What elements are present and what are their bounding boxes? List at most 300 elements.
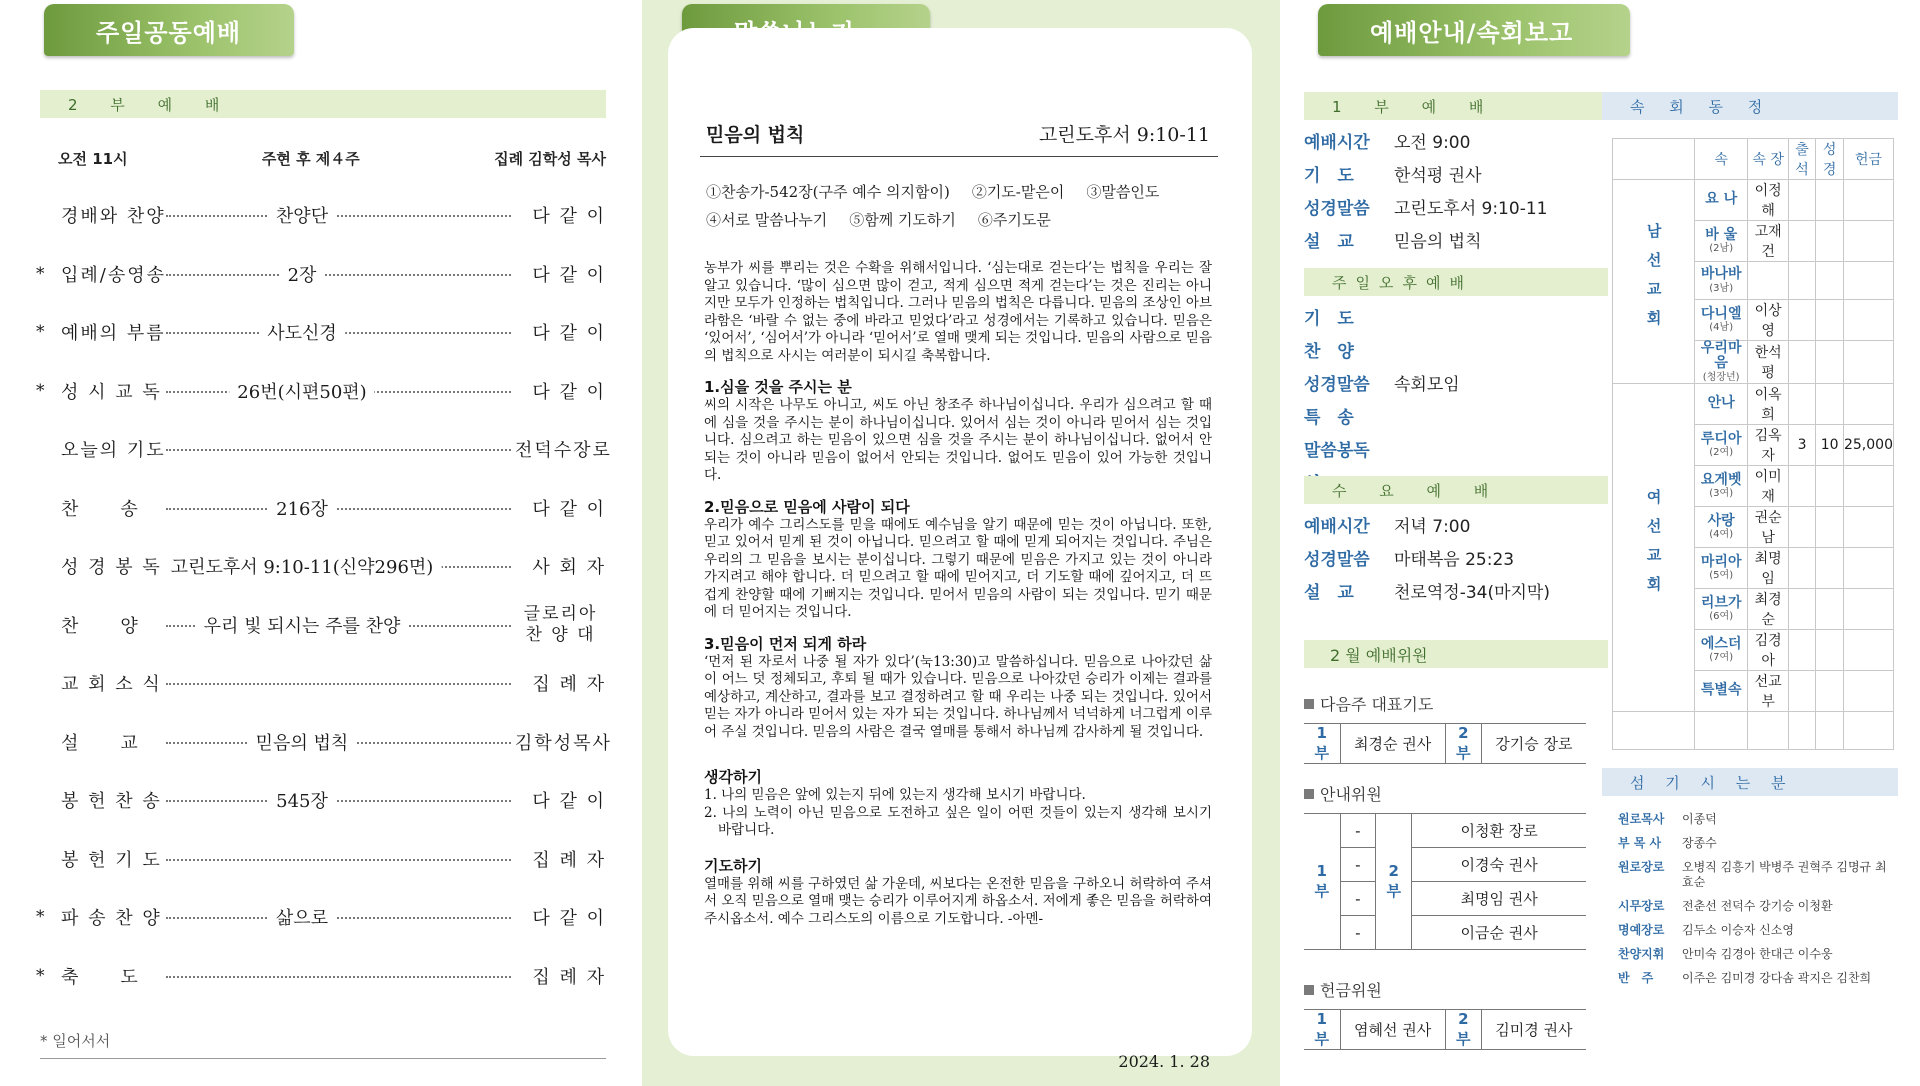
- square-bullet-icon: [1304, 789, 1314, 799]
- standing-mark: *: [36, 907, 45, 928]
- group-subtitle: (5여): [1709, 569, 1734, 581]
- order-item-name: 교 회 소 식: [61, 674, 162, 696]
- cell: 1부: [1304, 1010, 1340, 1050]
- stat-cell: [1816, 465, 1844, 506]
- info-row: [1304, 366, 1608, 399]
- group-title: 루디아: [1700, 430, 1742, 447]
- cell: -: [1340, 814, 1376, 848]
- offering-table: [1304, 1009, 1586, 1050]
- intro-paragraph: 농부가 씨를 뿌리는 것은 수확을 위해서입니다. ‘심는대로 걷는다’는 법칙을 우리는 잘 알고 있습니다. ‘많이 심으면 많이 걷고, 적게 심으면 적게 걷는다’는 것은 진리는 아니지만 모두가 인정하는 법칙입니다. 그러나 믿음의 법칙은 다릅니다. 믿음의 조상인 아브라함은 ‘바랄 수 없는 중에 바라고 믿었다’라고 성경에서는 기록하고 있습니다. 믿음은 ‘있어서’, ‘심어서’가 아니라 ‘믿어서’로 열매 맺게 되는 것입니다. 믿음의 사람으로 믿음의 법칙으로 사시는 여러분이 되시길 축복합니다.: [704, 260, 1212, 364]
- dot-leader: [166, 976, 511, 978]
- person-line: 글로리아: [523, 603, 598, 624]
- cell: 최명임 권사: [1412, 882, 1586, 916]
- servant-names: 이종덕: [1682, 812, 1717, 826]
- order-item-person: 집 례 자: [511, 670, 606, 696]
- worship-order-column: [0, 0, 640, 1086]
- group-title: 에스더: [1700, 635, 1742, 652]
- group-title: 요게벳: [1700, 471, 1742, 488]
- cell: 강기승 장로: [1481, 724, 1586, 764]
- order-item-person: 집 례 자: [511, 963, 606, 989]
- leader-cell: 한석평: [1748, 341, 1788, 384]
- order-item-name: 예배의 부름: [61, 323, 166, 345]
- cell-group-name: [1695, 547, 1748, 588]
- order-item-name: 설 교: [61, 732, 140, 754]
- servant-role: 시무장로: [1618, 899, 1665, 913]
- order-item-person: 김학성목사: [511, 729, 606, 755]
- order-item-detail: 찬양단: [268, 202, 336, 228]
- group-title: 바나바: [1700, 266, 1742, 283]
- leader-cell: 선교부: [1748, 670, 1788, 711]
- dot-leader: [166, 508, 511, 510]
- cell-group-name: [1695, 588, 1748, 629]
- empty-cell: [1843, 711, 1893, 749]
- servant-names: 장종수: [1682, 836, 1717, 850]
- group-title: 다니엘: [1700, 305, 1742, 322]
- servant-row: [1618, 923, 1898, 938]
- order-item-person: 집 례 자: [511, 846, 606, 872]
- point-2-text: 우리가 예수 그리스도를 믿을 때에도 예수님을 알기 때문에 믿는 것이 아닙니다. 또한, 믿고 있어서 믿게 된 것이 아닙니다. 믿으려고 할 때에 믿게 되어지는 것입니다. 주님은 우리의 그 믿음을 보시는 분이십니다. 그렇기 때문에 믿음은 가지고 있는 것이 아니라 가지려고 해야 합니다. 더 믿으려고 할 때에 믿어지고, 더 기도할 때에 깊어지고, 더 뜨겁게 찬양할 때에 기뻐지는 것입니다. 믿어서 믿음의 사람이 되는 것입니다. 믿기 때문에 더 믿어지는 것입니다.: [704, 516, 1212, 620]
- section-bar-wednesday: 수 요 예 배: [1304, 476, 1608, 504]
- order-item-detail: 고린도후서 9:10-11(신약296면): [163, 553, 442, 579]
- servant-role: 원로장로: [1618, 860, 1665, 874]
- step: ②기도-맡은이: [971, 183, 1065, 201]
- cell-group-name: [1695, 300, 1748, 341]
- step: ⑤함께 기도하기: [849, 211, 956, 229]
- tab-service-info: 예배안내/속회보고: [1318, 4, 1630, 56]
- servant-names: 오병직 김흥기 박병주 권혁주 김명규 최효순: [1682, 860, 1887, 889]
- servant-role: 원로목사: [1618, 812, 1665, 826]
- dot-leader: [166, 917, 511, 919]
- cell-group-name: [1695, 262, 1748, 300]
- cell-group-name: [1695, 180, 1748, 221]
- info-label: 예배시간: [1304, 133, 1370, 153]
- info-label: 기 도: [1304, 166, 1354, 186]
- ushers: [1304, 782, 1608, 950]
- order-item-person: 다 같 이: [511, 904, 606, 930]
- step: ⑥주기도문: [977, 211, 1051, 229]
- cell-group-name: [1695, 383, 1748, 424]
- section-bar-committee: 2 월 예배위원: [1304, 640, 1608, 668]
- order-item-name: 찬 송: [61, 498, 140, 520]
- point-1-heading: 1.심을 것을 주시는 분: [704, 378, 852, 396]
- prayer-text: 열매를 위해 씨를 구하였던 삶 가운데, 씨보다는 온전한 믿음을 구하오니 허락하여 주셔서 오직 믿음으로 열매 맺는 승리가 이루어지게 하옵소서. 저에게 좋은 믿음을 허락하여 주시옵소서. 예수 그리스도의 이름으로 기도합니다. -아멘-: [704, 875, 1212, 927]
- info-value: 천로역정-34(마지막): [1394, 583, 1550, 603]
- order-item-detail: 216장: [268, 495, 336, 521]
- cell-group-name: [1695, 506, 1748, 547]
- info-label: 말씀봉독: [1304, 441, 1370, 461]
- stat-cell: [1788, 300, 1815, 341]
- offering-committee: [1304, 978, 1608, 1050]
- leader-cell: [1748, 262, 1788, 300]
- empty-cell: [1613, 711, 1695, 749]
- order-item: [36, 186, 606, 245]
- stat-cell: [1843, 300, 1893, 341]
- stat-cell: [1816, 341, 1844, 384]
- stat-cell: [1816, 221, 1844, 262]
- bulletin-date: 2024. 1. 28: [1118, 1052, 1210, 1071]
- stat-cell: [1788, 262, 1815, 300]
- order-item-detail: 우리 빛 되시는 주를 찬양: [196, 612, 409, 638]
- order-item-detail: 믿음의 법칙: [248, 729, 357, 755]
- group-title: 요 나: [1705, 191, 1738, 208]
- order-item-detail: 삶으로: [268, 904, 336, 930]
- group-subtitle: (청장년): [1702, 371, 1740, 383]
- stat-cell: [1843, 341, 1893, 384]
- stat-cell: [1843, 180, 1893, 221]
- servant-row: [1618, 836, 1898, 851]
- stat-cell: [1816, 300, 1844, 341]
- info-label: 성경말씀: [1304, 375, 1370, 395]
- info-value: 한석평 권사: [1394, 166, 1482, 186]
- order-item-person: 다 같 이: [511, 495, 606, 521]
- section-bar-servants: 섬 기 시 는 분: [1602, 768, 1898, 796]
- order-item: [36, 479, 606, 538]
- servant-row: [1618, 899, 1898, 914]
- info-value: 오전 9:00: [1394, 133, 1471, 153]
- order-item-name: 오늘의 기도: [61, 440, 166, 462]
- scripture-reference: 고린도후서 9:10-11: [1038, 124, 1210, 146]
- column-header: 성경: [1816, 139, 1844, 180]
- stat-cell: [1788, 547, 1815, 588]
- liturgical-week: 주현 후 제４주: [261, 150, 360, 168]
- order-item-person: [511, 604, 606, 647]
- standing-mark: *: [36, 965, 45, 986]
- leader-cell: 이미재: [1748, 465, 1788, 506]
- cell: 1부: [1304, 814, 1340, 950]
- info-row: [1304, 508, 1608, 541]
- info-label: 기 도: [1304, 309, 1354, 329]
- stat-cell: [1788, 341, 1815, 384]
- order-item-name: 봉 헌 기 도: [61, 849, 162, 871]
- section-bar-cell-groups: 속 회 동 정: [1602, 92, 1898, 120]
- section-bar-second-service: 2 부 예 배: [40, 90, 606, 118]
- order-item-name: 찬 양: [61, 615, 140, 637]
- dot-leader: [166, 274, 511, 276]
- stat-cell: [1788, 629, 1815, 670]
- order-item: [36, 245, 606, 304]
- study-title: 믿음의 법칙: [706, 124, 805, 146]
- point-3-text: ‘먼저 된 자로서 나중 될 자가 있다’(눅13:30)고 말씀하십니다. 믿음으로 나아갔던 삶이 어느 덧 정체되고, 후퇴 될 때가 있습니다. 믿음으로 나아갔던 승리가 이제는 결과를 예상하고, 계산하고, 결과를 보고 결정하려고 할 때 우리는 나중 되는 것입니다. 있어서 믿는 자가 아니라 믿어서 있는 자가 되는 것입니다. 하나님께서 넉넉하게 너그럽게 이루어 주실 것입니다. 믿음의 사람은 결국 열매를 통해서 하나님께 감사하게 될 것입니다.: [704, 653, 1212, 740]
- dot-leader: [166, 859, 511, 861]
- stat-cell: [1843, 629, 1893, 670]
- order-item-name: 경배와 찬양: [61, 206, 166, 228]
- tab-sunday-worship: 주일공동예배: [44, 4, 294, 56]
- servant-row: [1618, 947, 1898, 962]
- stat-cell: [1843, 547, 1893, 588]
- group-title: 리브가: [1700, 594, 1742, 611]
- info-row: [1304, 399, 1608, 432]
- servants-list: [1618, 812, 1898, 995]
- standing-note: * 일어서서: [40, 1032, 111, 1050]
- title-rule: [700, 156, 1218, 157]
- order-item: [36, 771, 606, 830]
- info-row: [1304, 432, 1608, 465]
- servant-role: 찬양지휘: [1618, 947, 1665, 961]
- cell: 1부: [1304, 724, 1340, 764]
- servant-names: 안미숙 김경아 한대근 이수웅: [1682, 947, 1833, 961]
- info-value: 저녁 7:00: [1394, 517, 1471, 537]
- cell-group-name: [1695, 670, 1748, 711]
- order-item-name: 파 송 찬 양: [61, 908, 162, 930]
- info-row: [1304, 574, 1608, 607]
- info-label: 성경말씀: [1304, 199, 1370, 219]
- group-subtitle: (4남): [1709, 322, 1734, 334]
- section-bar-first-service: 1 부 예 배: [1304, 92, 1608, 120]
- cell-group-name: [1695, 341, 1748, 384]
- column-header: 출석: [1788, 139, 1815, 180]
- dot-leader: [166, 215, 511, 217]
- column-header: 속: [1695, 139, 1748, 180]
- cell-group-name: [1695, 221, 1748, 262]
- servant-names: 이주은 김미경 강다솜 곽지은 김찬희: [1682, 971, 1872, 985]
- standing-mark: *: [36, 322, 45, 343]
- stat-cell: [1843, 383, 1893, 424]
- february-committee: [1304, 640, 1608, 668]
- cell-group-name: [1695, 465, 1748, 506]
- column-header: 헌금: [1843, 139, 1893, 180]
- corner-cell: [1613, 139, 1695, 180]
- group-subtitle: (6여): [1709, 610, 1734, 622]
- point-2-heading: 2.믿음으로 믿음에 사람이 되다: [704, 497, 910, 516]
- info-row: [1304, 300, 1608, 333]
- table-row: [1613, 711, 1894, 749]
- cell-group-name: [1695, 629, 1748, 670]
- first-service-info: [1304, 92, 1608, 256]
- leader-cell: 최명임: [1748, 547, 1788, 588]
- stat-cell: [1843, 670, 1893, 711]
- step: ④서로 말씀나누기: [706, 211, 828, 229]
- cell: 2부: [1445, 724, 1481, 764]
- study-panel: [668, 28, 1252, 1071]
- service-header: [58, 148, 606, 169]
- subheading: 헌금위원: [1320, 981, 1382, 1000]
- order-item-name: 봉 헌 찬 송: [61, 791, 162, 813]
- order-item-detail: 2장: [280, 261, 325, 287]
- servant-names: 전춘선 전덕수 강기승 이청환: [1682, 899, 1833, 913]
- standing-mark: *: [36, 263, 45, 284]
- group-subtitle: (2남): [1709, 243, 1734, 255]
- info-label: 찬 양: [1304, 342, 1354, 362]
- service-leader: 집례 김학성 목사: [494, 150, 606, 168]
- cell: -: [1340, 848, 1376, 882]
- section-bar-afternoon: 주일오후예배: [1304, 268, 1608, 296]
- leader-cell: 이정해: [1748, 180, 1788, 221]
- group-title: 마리아: [1700, 553, 1742, 570]
- servant-names: 김두소 이승자 신소영: [1682, 923, 1794, 937]
- leader-cell: 이상영: [1748, 300, 1788, 341]
- leader-cell: 김옥자: [1748, 424, 1788, 465]
- stat-cell: [1816, 588, 1844, 629]
- order-item-detail: 26번(시편50편): [229, 378, 374, 404]
- order-item: [36, 420, 612, 479]
- stat-cell: [1788, 588, 1815, 629]
- stat-cell: [1788, 506, 1815, 547]
- table-row: [1613, 180, 1894, 221]
- standing-mark: *: [36, 380, 45, 401]
- stat-cell: [1788, 180, 1815, 221]
- person-line: 찬 양 대: [525, 624, 596, 645]
- reflection-2: 2. 나의 노력이 아닌 믿음으로 도전하고 싶은 일이 어떤 것들이 있는지 생각해 보시기 바랍니다.: [704, 804, 1212, 838]
- reflection-1: 1. 나의 믿음은 앞에 있는지 뒤에 있는지 생각해 보시기 바랍니다.: [704, 787, 1086, 803]
- leader-cell: 김경아: [1748, 629, 1788, 670]
- subheading: 다음주 대표기도: [1320, 695, 1434, 714]
- order-item: [36, 303, 606, 362]
- order-item: [36, 830, 606, 889]
- group-label: 남선교회: [1613, 180, 1695, 384]
- reflection-heading: 생각하기: [704, 768, 762, 786]
- stat-cell: [1816, 629, 1844, 670]
- group-title: 특별속: [1700, 682, 1742, 699]
- group-label: 여선교회: [1613, 383, 1695, 711]
- info-row: [1304, 190, 1608, 223]
- dot-leader: [166, 683, 511, 685]
- info-label: 예배시간: [1304, 517, 1370, 537]
- order-item: [36, 596, 606, 655]
- study-body: [704, 260, 1212, 928]
- stat-cell: [1843, 465, 1893, 506]
- table-row: [1613, 383, 1894, 424]
- cell: 이금순 권사: [1412, 916, 1586, 950]
- order-item-detail: 545장: [268, 787, 336, 813]
- step: ①찬송가-542장(구주 예수 의지함이): [706, 183, 950, 201]
- info-label: 설 교: [1304, 232, 1354, 252]
- group-subtitle: (4여): [1709, 528, 1734, 540]
- order-of-worship: [36, 186, 612, 1005]
- stat-cell: [1843, 588, 1893, 629]
- order-item-person: 다 같 이: [511, 378, 606, 404]
- stat-cell: 10: [1816, 424, 1844, 465]
- service-time: 오전 11시: [58, 150, 128, 168]
- order-item-person: 다 같 이: [511, 787, 606, 813]
- group-subtitle: (3남): [1709, 282, 1734, 294]
- servant-row: [1618, 860, 1898, 890]
- step: ③말씀인도: [1086, 183, 1160, 201]
- stat-cell: [1788, 465, 1815, 506]
- info-label: 설 교: [1304, 583, 1354, 603]
- point-3-heading: 3.믿음이 먼저 되게 하라: [704, 634, 867, 653]
- next-week-prayer: [1304, 692, 1608, 764]
- stat-cell: 3: [1788, 424, 1815, 465]
- study-steps: [706, 178, 1216, 234]
- usher-table: [1304, 813, 1586, 950]
- group-subtitle: (3여): [1709, 487, 1734, 499]
- order-item: [36, 654, 606, 713]
- stat-cell: [1816, 547, 1844, 588]
- stat-cell: [1788, 670, 1815, 711]
- order-item: [36, 362, 606, 421]
- cell: -: [1340, 882, 1376, 916]
- info-value: 마태복음 25:23: [1394, 550, 1515, 570]
- info-label: 성경말씀: [1304, 550, 1370, 570]
- cell: 2부: [1376, 814, 1412, 950]
- info-value: 고린도후서 9:10-11: [1394, 199, 1548, 219]
- stat-cell: [1788, 383, 1815, 424]
- order-item-person: 다 같 이: [511, 202, 606, 228]
- order-item: [36, 888, 606, 947]
- servant-role: 명예장로: [1618, 923, 1665, 937]
- group-subtitle: (2여): [1709, 446, 1734, 458]
- order-item-person: 다 같 이: [511, 319, 606, 345]
- cell: 이청환 장로: [1412, 814, 1586, 848]
- stat-cell: [1816, 506, 1844, 547]
- info-row: [1304, 223, 1608, 256]
- group-title: 바 울: [1705, 226, 1738, 243]
- info-row: [1304, 333, 1608, 366]
- subheading: 안내위원: [1320, 785, 1382, 804]
- order-item-name: 성 시 교 독: [61, 381, 162, 403]
- order-item-name: 축 도: [61, 966, 140, 988]
- column-header: 속 장: [1748, 139, 1788, 180]
- servant-row: [1618, 812, 1898, 827]
- stat-cell: [1843, 262, 1893, 300]
- stat-cell: [1843, 221, 1893, 262]
- order-item-detail: 사도신경: [259, 319, 345, 345]
- stat-cell: [1788, 221, 1815, 262]
- info-row: [1304, 124, 1608, 157]
- square-bullet-icon: [1304, 985, 1314, 995]
- order-item: [36, 713, 612, 772]
- empty-cell: [1695, 711, 1748, 749]
- group-subtitle: (7여): [1709, 651, 1734, 663]
- dot-leader: [166, 800, 511, 802]
- dot-leader: [166, 449, 511, 451]
- servant-role: 반 주: [1618, 971, 1654, 985]
- stat-cell: [1816, 670, 1844, 711]
- bible-study-column: [642, 0, 1280, 1086]
- info-label: 특 송: [1304, 408, 1354, 428]
- cell: 2부: [1445, 1010, 1481, 1050]
- cell-group-table: [1612, 138, 1894, 750]
- info-value: 믿음의 법칙: [1394, 232, 1482, 252]
- leader-cell: 고재건: [1748, 221, 1788, 262]
- order-item-name: 입례/송영송: [61, 264, 167, 286]
- cell: -: [1340, 916, 1376, 950]
- cell: 최경순 권사: [1340, 724, 1445, 764]
- study-title-row: [706, 120, 1210, 147]
- stat-cell: [1843, 506, 1893, 547]
- servant-row: [1618, 971, 1898, 986]
- order-item-person: 사 회 자: [511, 553, 606, 579]
- stat-cell: [1816, 383, 1844, 424]
- point-1-text: 씨의 시작은 나무도 아니고, 씨도 아닌 창조주 하나님이십니다. 우리가 심으려고 할 때에 심을 것을 주시는 분이 하나님이십니다. 있어서 심는 것이 아니라 믿어서 심는 것입니다. 심으려고 하는 믿음이 있으면 심을 것을 주시는 분이 하나님이십니다. 없어서 안되는 것이 아니라 믿음이 없어서 안되는 것입니다. 없어도 믿음이 있어 가능한 것입니다.: [704, 397, 1212, 483]
- leader-cell: 권순남: [1748, 506, 1788, 547]
- divider: [40, 1058, 606, 1059]
- group-title: 사랑: [1707, 512, 1735, 529]
- wednesday-service-info: [1304, 476, 1608, 607]
- empty-cell: [1748, 711, 1788, 749]
- order-item: [36, 537, 606, 596]
- empty-cell: [1788, 711, 1815, 749]
- order-item-person: 전덕수장로: [511, 436, 606, 462]
- order-item-person: 다 같 이: [511, 261, 606, 287]
- cell: 김미경 권사: [1481, 1010, 1586, 1050]
- info-value: 속회모임: [1394, 375, 1460, 395]
- cell: 이경숙 권사: [1412, 848, 1586, 882]
- info-row: [1304, 157, 1608, 190]
- info-row: [1304, 541, 1608, 574]
- afternoon-service-info: [1304, 268, 1608, 498]
- leader-cell: 이옥희: [1748, 383, 1788, 424]
- prayer-table: [1304, 723, 1586, 764]
- group-title: 안나: [1707, 395, 1735, 412]
- service-info-column: [1282, 0, 1920, 1086]
- cell: 염혜선 권사: [1340, 1010, 1445, 1050]
- group-title: 우리마음: [1700, 340, 1742, 372]
- square-bullet-icon: [1304, 699, 1314, 709]
- stat-cell: 25,000: [1843, 424, 1893, 465]
- empty-cell: [1816, 711, 1844, 749]
- stat-cell: [1816, 262, 1844, 300]
